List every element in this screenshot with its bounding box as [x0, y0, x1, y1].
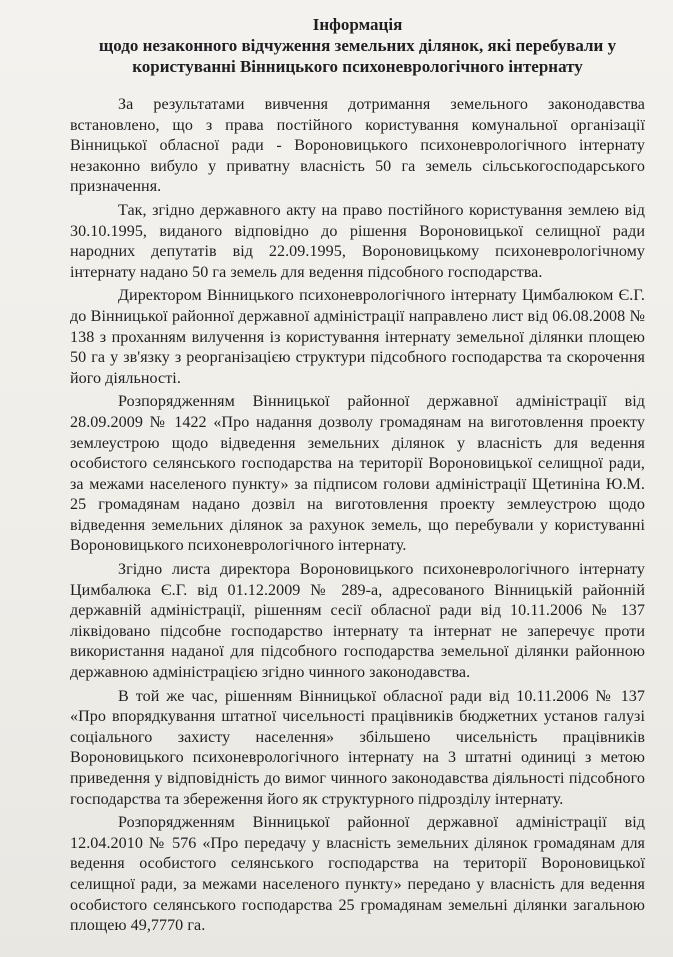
paragraph-3: Директором Вінницького психоневрологічного інтернату Цимбалюком Є.Г. до Вінницької районної державної адміністрації направлено лист від 06.08.2008 № 138 з проханням вилучення із користування інтернату земельної ділянки площею 50 га у зв'язку з реорганізацією структури підсобного господарства та скорочення його діяльності.: [70, 287, 645, 387]
document-subtitle-line-2: користуванні Вінницького психоневрологічного інтернату: [132, 57, 583, 76]
document-body: [70, 95, 645, 937]
document-title: Інформація: [312, 15, 403, 34]
paragraph-6: В той же час, рішенням Вінницької обласної ради від 10.11.2006 № 137 «Про впорядкування штатної чисельності працівників бюджетних установ галузі соціального захисту населення» збільшено чисельність працівників Вороновицького психоневрологічного інтернату на 3 штатні одиниці з метою приведення у відповідність до вимог чинного законодавства діяльності підсобного господарства та збереження його як структурного підрозділу інтернату.: [70, 687, 645, 808]
document-heading: [70, 14, 645, 77]
paragraph-1: За результатами вивчення дотримання земельного законодавства встановлено, що з права постійного користування комунальної організації Вінницької обласної ради - Вороновицького психоневрологічного інтернату незаконно вибуло у приватну власність 50 га земель сільськогосподарського призначення.: [70, 96, 645, 196]
document-subtitle-line-1: щодо незаконного відчуження земельних ділянок, які перебували у: [98, 36, 617, 55]
paragraph-2: Так, згідно державного акту на право постійного користування землею від 30.10.1995, виданого відповідно до рішення Вороновицької селищної ради народних депутатів від 22.09.1995, Вороновицькому психоневрологічному інтернату надано 50 га земель для ведення підсобного господарства.: [70, 201, 645, 281]
paragraph-7: Розпорядженням Вінницької районної державної адміністрації від 12.04.2010 № 576 «Про передачу у власність земельних ділянок громадянам для ведення особистого селянського господарства на території Вороновицької селищної ради, за межами населеного пункту» передано у власність для ведення особистого селянського господарства 25 громадянам земельні ділянки загальною площею 49,7770 га.: [70, 814, 645, 935]
paragraph-5: Згідно листа директора Вороновицького психоневрологічного інтернату Цимбалюка Є.Г. від 01.12.2009 № 289-а, адресованого Вінницькій районній державній адміністрації, рішенням сесії обласної ради від 10.11.2006 № 137 ліквідовано підсобне господарство інтернату та інтернат не заперечує проти використання наданої для підсобного господарства земельної ділянки районною державною адміністрацією згідно чинного законодавства.: [70, 561, 645, 682]
paragraph-4: Розпорядженням Вінницької районної державної адміністрації від 28.09.2009 № 1422 «Про надання дозволу громадянам на виготовлення проекту землеустрою щодо відведення земельних ділянок у власність для ведення особистого селянського господарства на території Вороновицької селищної ради, за межами населеного пункту» за підписом голови адміністрації Щетиніна Ю.М. 25 громадянам надано дозвіл на виготовлення проекту землеустрою щодо відведення земельних ділянок за рахунок земель, що перебували у користуванні Вороновицького психоневрологічного інтернату.: [70, 393, 645, 555]
